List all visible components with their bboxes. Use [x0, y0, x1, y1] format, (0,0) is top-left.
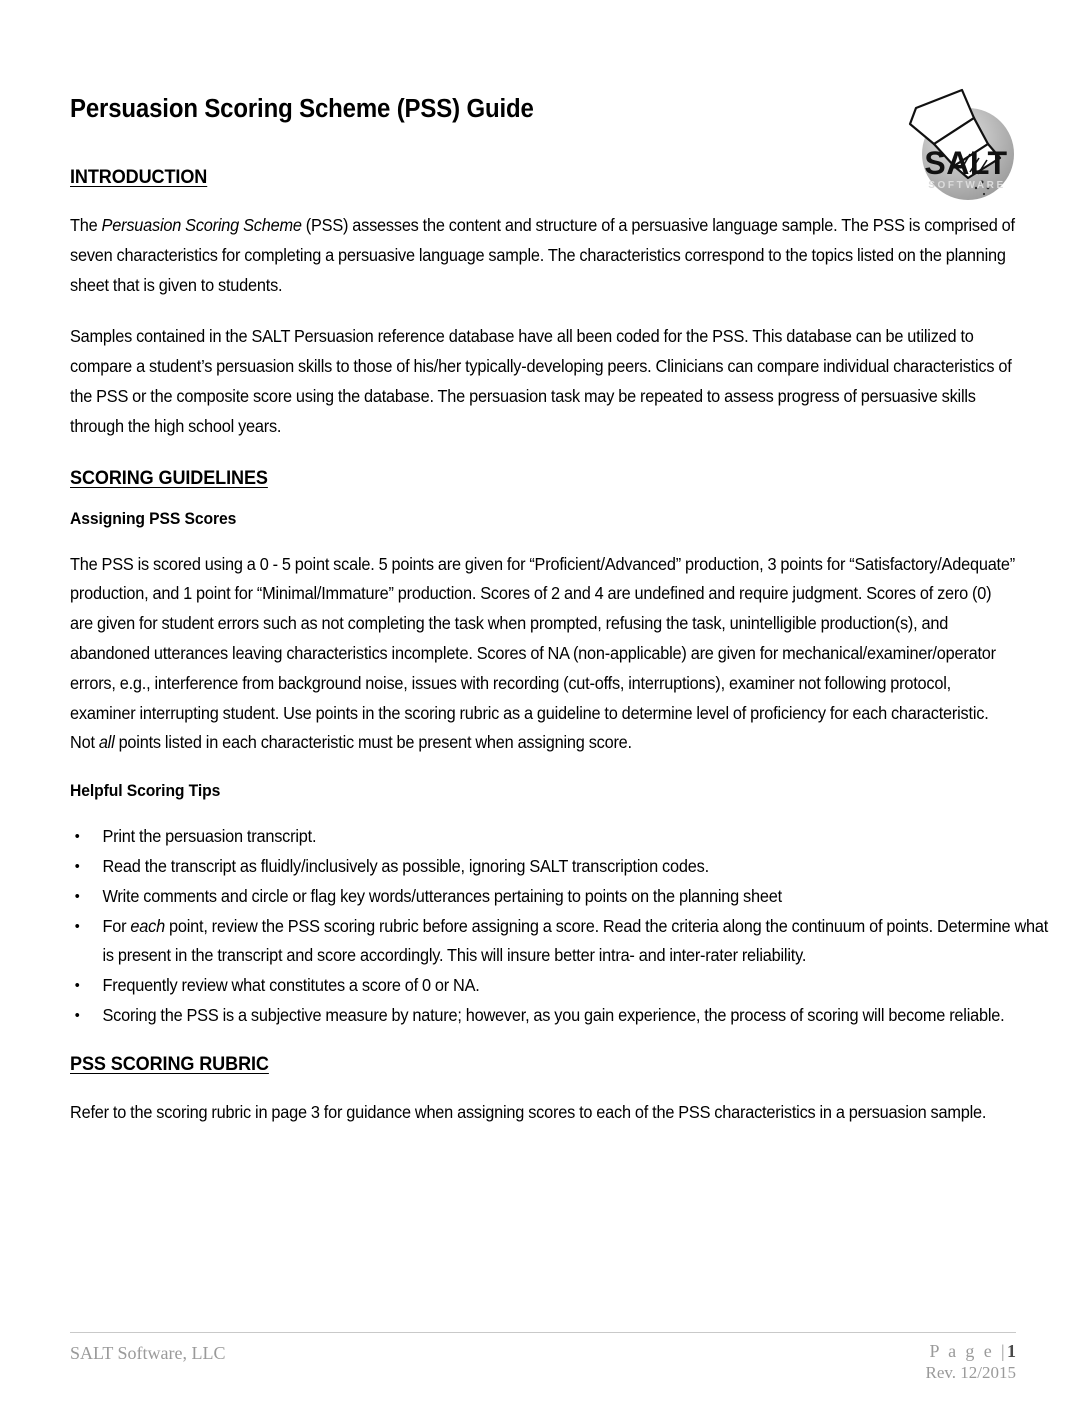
document-content	[70, 0, 1049, 1128]
page-footer	[70, 1332, 1016, 1382]
bullet-icon: •	[74, 1006, 80, 1024]
list-item	[70, 852, 1048, 882]
intro-paragraph-2: Samples contained in the SALT Persuasion reference database have all been coded for the PSS. This database can be utilized to compare a student’s persuasion skills to those of his/her typically-developing peers. Clinicians can compare individual characteristics of the PSS or the composite score using the database. The persuasion task may be repeated to assess progress of persuasive skills through the high school years.	[70, 327, 1012, 436]
page-number-label	[925, 1341, 1016, 1362]
heading-introduction: INTRODUCTION	[70, 167, 208, 188]
list-item-text-italic: each	[130, 916, 165, 936]
page-number: 1	[1007, 1341, 1016, 1361]
rubric-paragraph: Refer to the scoring rubric in page 3 for guidance when assigning scores to each of the PSS characteristics in a persuasion sample.	[70, 1102, 987, 1122]
list-item	[70, 882, 1048, 912]
bullet-icon: •	[74, 977, 80, 995]
list-item-text: Frequently review what constitutes a score of 0 or NA.	[102, 976, 480, 996]
logo-wordmark: SALT	[924, 145, 1008, 181]
logo-tagline: SOFTWARE	[928, 180, 1006, 191]
bullet-icon: •	[74, 917, 80, 935]
intro-paragraph-1	[70, 211, 1016, 300]
assigning-part1: The PSS is scored using a 0 - 5 point scale. 5 points are given for “Proficient/Advanced” production, 3 points for “Satisfactory/Adequate” production, and 1 point for “Minimal/Immature” production. Scores of 2 and 4 are undefined and require judgment. Scores of zero (0) are given for student errors such as not completing the task when prompted, refusing the task, unintelligible production(s), and abandoned utterances leaving characteristics incomplete. Scores of NA (non-applicable) are given for mechanical/examiner/operator errors, e.g., interference from background noise, issues with recording (cut-offs, interruptions), examiner not following protocol, examiner interrupting student. Use points in the scoring rubric as a guideline to determine level of proficiency for each characteristic. Not	[70, 554, 1015, 753]
heading-assigning-pss-scores: Assigning PSS Scores	[70, 509, 237, 528]
assigning-italic: all	[98, 733, 115, 753]
bullet-icon: •	[74, 887, 80, 905]
footer-revision: Rev. 12/2015	[925, 1363, 1016, 1382]
heading-scoring-guidelines: SCORING GUIDELINES	[70, 467, 268, 489]
list-item-text: Scoring the PSS is a subjective measure by nature; however, as you gain experience, the process of scoring will become reliable.	[102, 1005, 1005, 1025]
list-item-text-part1: For	[102, 916, 131, 936]
page-label-text: P a g e |	[929, 1341, 1007, 1361]
bullet-icon: •	[74, 857, 80, 875]
intro-p1-part2: (PSS) assesses the content and structure of a persuasive language sample. The PSS is comprised of seven characteristics for completing a persuasive language sample. The characteristics correspond to the topics listed on the planning sheet that is given to students.	[70, 216, 1015, 295]
assigning-scores-paragraph	[70, 550, 1016, 759]
list-item	[70, 1001, 1048, 1031]
bullet-icon: •	[74, 828, 80, 846]
list-item	[70, 912, 1048, 972]
salt-software-logo	[896, 82, 1022, 204]
heading-helpful-scoring-tips: Helpful Scoring Tips	[70, 782, 221, 801]
list-item	[70, 971, 1048, 1001]
intro-p1-italic: Persuasion Scoring Scheme	[101, 216, 302, 235]
list-item-text: Print the persuasion transcript.	[102, 827, 317, 847]
footer-meta	[925, 1341, 1016, 1383]
helpful-tips-list	[70, 822, 1049, 1031]
heading-pss-scoring-rubric: PSS SCORING RUBRIC	[70, 1053, 269, 1075]
assigning-part2: points listed in each characteristic must be present when assigning score.	[114, 733, 632, 753]
list-item-text: Read the transcript as fluidly/inclusively as possible, ignoring SALT transcription codes.	[102, 856, 709, 876]
intro-p1-part1: The	[70, 216, 102, 235]
list-item-text: Write comments and circle or flag key words/utterances pertaining to points on the planning sheet	[102, 886, 782, 906]
list-item-text-part2: point, review the PSS scoring rubric before assigning a score. Read the criteria along the continuum of points. Determine what is present in the transcript and score accordingly. This will insure better intra- and inter-rater reliability.	[102, 916, 1049, 966]
footer-company: SALT Software, LLC	[70, 1343, 226, 1363]
list-item	[70, 822, 1048, 852]
page-title: Persuasion Scoring Scheme (PSS) Guide	[70, 95, 534, 123]
